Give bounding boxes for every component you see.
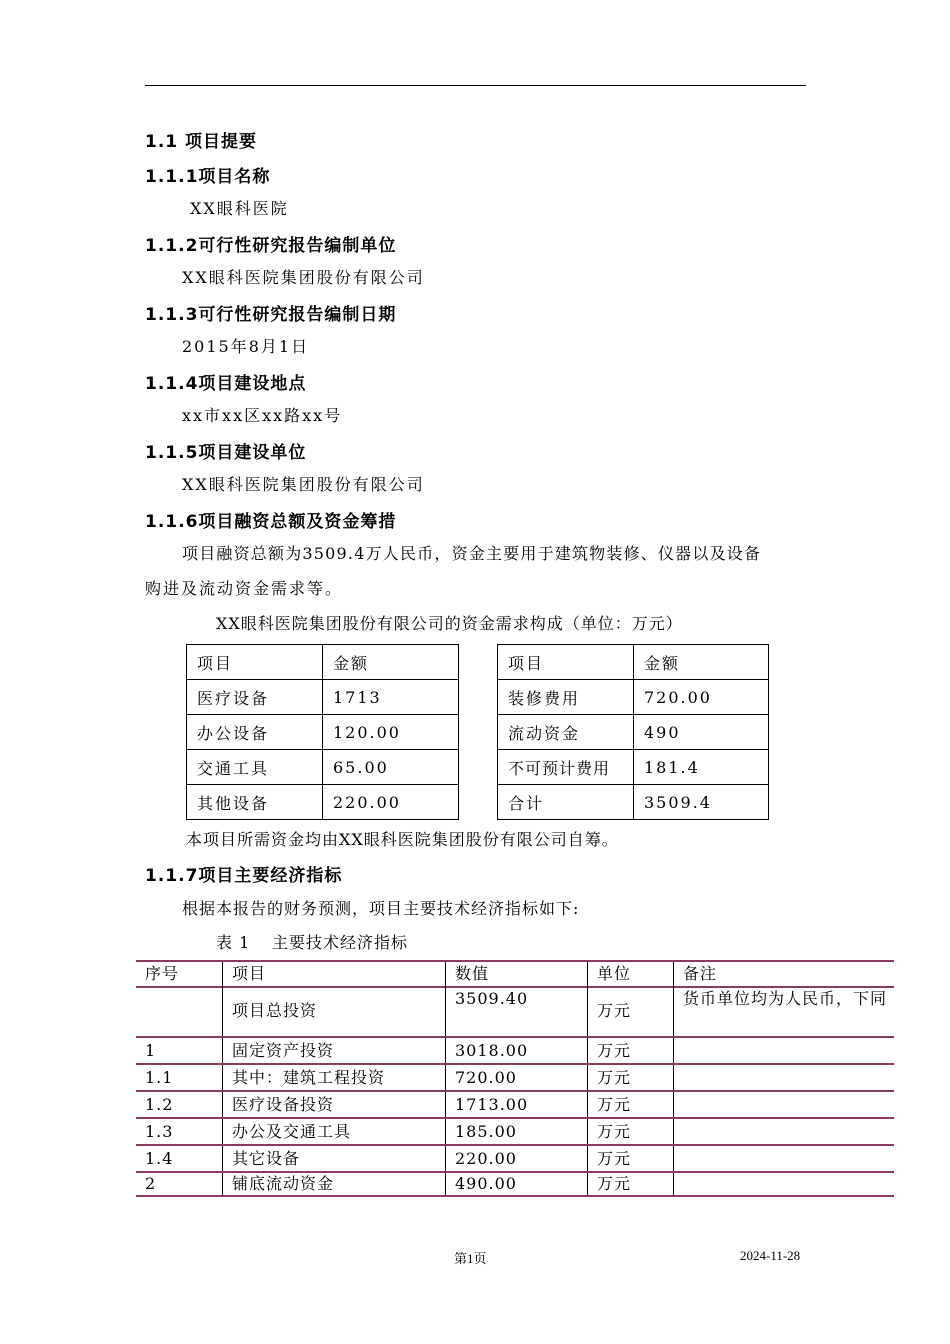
table-cell: 1.4 xyxy=(145,1149,174,1168)
fund-cell: 181.4 xyxy=(634,750,769,785)
table-cell xyxy=(673,1119,894,1144)
table-row xyxy=(136,1092,894,1119)
table-cell: 1713.00 xyxy=(445,1092,587,1117)
fund-cell: 3509.4 xyxy=(634,785,769,820)
fund-cell: 合计 xyxy=(498,785,634,820)
fund-cell: 其他设备 xyxy=(187,785,323,820)
fund-row xyxy=(187,680,769,715)
heading-1-1-2: 1.1.2可行性研究报告编制单位 xyxy=(145,236,397,256)
report-author: XX眼科医院集团股份有限公司 xyxy=(182,268,425,287)
heading-1-1: 1.1 项目提要 xyxy=(145,132,258,152)
heading-1-1-7: 1.1.7项目主要经济指标 xyxy=(145,866,343,886)
table-cell: 1 xyxy=(145,1041,157,1060)
table-row xyxy=(136,1038,894,1065)
fund-cell: 490 xyxy=(634,715,769,750)
heading-1-1-6: 1.1.6项目融资总额及资金筹措 xyxy=(145,512,397,532)
table-cell: 万元 xyxy=(587,1119,673,1144)
fund-source-note: 本项目所需资金均由XX眼科医院集团股份有限公司自筹。 xyxy=(186,830,619,849)
header-cell: 序号 xyxy=(145,964,180,983)
table1-number: 表 1 xyxy=(216,933,251,952)
table-cell xyxy=(673,1038,894,1063)
table-cell: 万元 xyxy=(587,1146,673,1171)
fund-row xyxy=(187,750,769,785)
fund-gap xyxy=(459,645,498,680)
table-cell: 货币单位均为人民币，下同 xyxy=(673,986,894,1036)
fund-gap xyxy=(459,715,498,750)
header-cell: 数值 xyxy=(445,962,587,986)
table-cell: 办公及交通工具 xyxy=(222,1119,445,1144)
table-cell: 185.00 xyxy=(445,1119,587,1144)
heading-1-1-5: 1.1.5项目建设单位 xyxy=(145,443,307,463)
fund-cell: 办公设备 xyxy=(187,715,323,750)
table-cell: 固定资产投资 xyxy=(222,1038,445,1063)
heading-1-1-3: 1.1.3可行性研究报告编制日期 xyxy=(145,305,397,325)
table-cell: 万元 xyxy=(587,1092,673,1117)
fund-cell: 720.00 xyxy=(634,680,769,715)
table-cell: 720.00 xyxy=(445,1065,587,1090)
table-cell xyxy=(673,1092,894,1117)
fund-cell: 金额 xyxy=(634,645,769,680)
table-cell: 3509.40 xyxy=(445,986,587,1036)
header-cell: 项目 xyxy=(222,962,445,986)
fund-row xyxy=(187,785,769,820)
table-row xyxy=(136,1146,894,1173)
indicators-intro: 根据本报告的财务预测，项目主要技术经济指标如下: xyxy=(182,899,580,918)
fund-cell: 不可预计费用 xyxy=(498,750,634,785)
table-cell xyxy=(673,1173,894,1195)
fund-cell: 65.00 xyxy=(323,750,459,785)
header-cell: 单位 xyxy=(587,962,673,986)
fund-cell: 项目 xyxy=(498,645,634,680)
table-cell: 其中：建筑工程投资 xyxy=(222,1065,445,1090)
table-cell: 1.1 xyxy=(145,1068,174,1087)
table-cell: 220.00 xyxy=(445,1146,587,1171)
fund-cell: 装修费用 xyxy=(498,680,634,715)
fund-cell: 1713 xyxy=(323,680,459,715)
financing-paragraph-line2: 购进及流动资金需求等。 xyxy=(145,579,344,598)
table-row xyxy=(136,1065,894,1092)
fund-cell: 120.00 xyxy=(323,715,459,750)
table-cell: 2 xyxy=(145,1174,157,1193)
header-cell: 备注 xyxy=(673,962,894,986)
fund-cell: 项目 xyxy=(187,645,323,680)
table-cell xyxy=(673,1065,894,1090)
table-cell: 万元 xyxy=(587,1065,673,1090)
table-cell: 万元 xyxy=(587,986,673,1036)
table1-title: 主要技术经济指标 xyxy=(272,933,409,952)
fund-cell: 金额 xyxy=(323,645,459,680)
fund-cell: 220.00 xyxy=(323,785,459,820)
table-cell xyxy=(136,986,222,1036)
page-number: 第1页 xyxy=(454,1251,487,1266)
footer-date: 2024-11-28 xyxy=(740,1248,801,1263)
report-date: 2015年8月1日 xyxy=(182,337,310,356)
table-cell: 万元 xyxy=(587,1173,673,1195)
project-location: xx市xx区xx路xx号 xyxy=(182,406,343,425)
fund-table xyxy=(186,644,769,820)
project-name: XX眼科医院 xyxy=(190,199,289,218)
table-row xyxy=(136,986,894,1038)
fund-gap xyxy=(459,785,498,820)
fund-cell: 医疗设备 xyxy=(187,680,323,715)
financing-paragraph-line1: 项目融资总额为3509.4万人民币，资金主要用于建筑物装修、仪器以及设备 xyxy=(182,544,762,563)
heading-1-1-1: 1.1.1项目名称 xyxy=(145,167,271,187)
fund-row xyxy=(187,715,769,750)
fund-gap xyxy=(459,680,498,715)
construction-unit: XX眼科医院集团股份有限公司 xyxy=(182,475,425,494)
table-cell: 3018.00 xyxy=(445,1038,587,1063)
table-header-row xyxy=(136,960,894,988)
heading-1-1-4: 1.1.4项目建设地点 xyxy=(145,374,307,394)
table-cell: 1.3 xyxy=(145,1122,174,1141)
fund-cell: 流动资金 xyxy=(498,715,634,750)
table-cell: 万元 xyxy=(587,1038,673,1063)
table-cell: 医疗设备投资 xyxy=(222,1092,445,1117)
table-cell: 其它设备 xyxy=(222,1146,445,1171)
fund-row xyxy=(187,645,769,680)
table-row xyxy=(136,1173,894,1197)
table-cell xyxy=(673,1146,894,1171)
header-rule xyxy=(145,85,806,86)
fund-gap xyxy=(459,750,498,785)
table-cell: 铺底流动资金 xyxy=(222,1173,445,1195)
economic-indicators-table xyxy=(136,960,894,1196)
fund-table-caption: XX眼科医院集团股份有限公司的资金需求构成（单位：万元） xyxy=(216,614,683,633)
table-cell: 项目总投资 xyxy=(222,986,445,1036)
table-cell: 490.00 xyxy=(445,1173,587,1195)
table-cell: 1.2 xyxy=(145,1095,174,1114)
fund-cell: 交通工具 xyxy=(187,750,323,785)
table-row xyxy=(136,1119,894,1146)
